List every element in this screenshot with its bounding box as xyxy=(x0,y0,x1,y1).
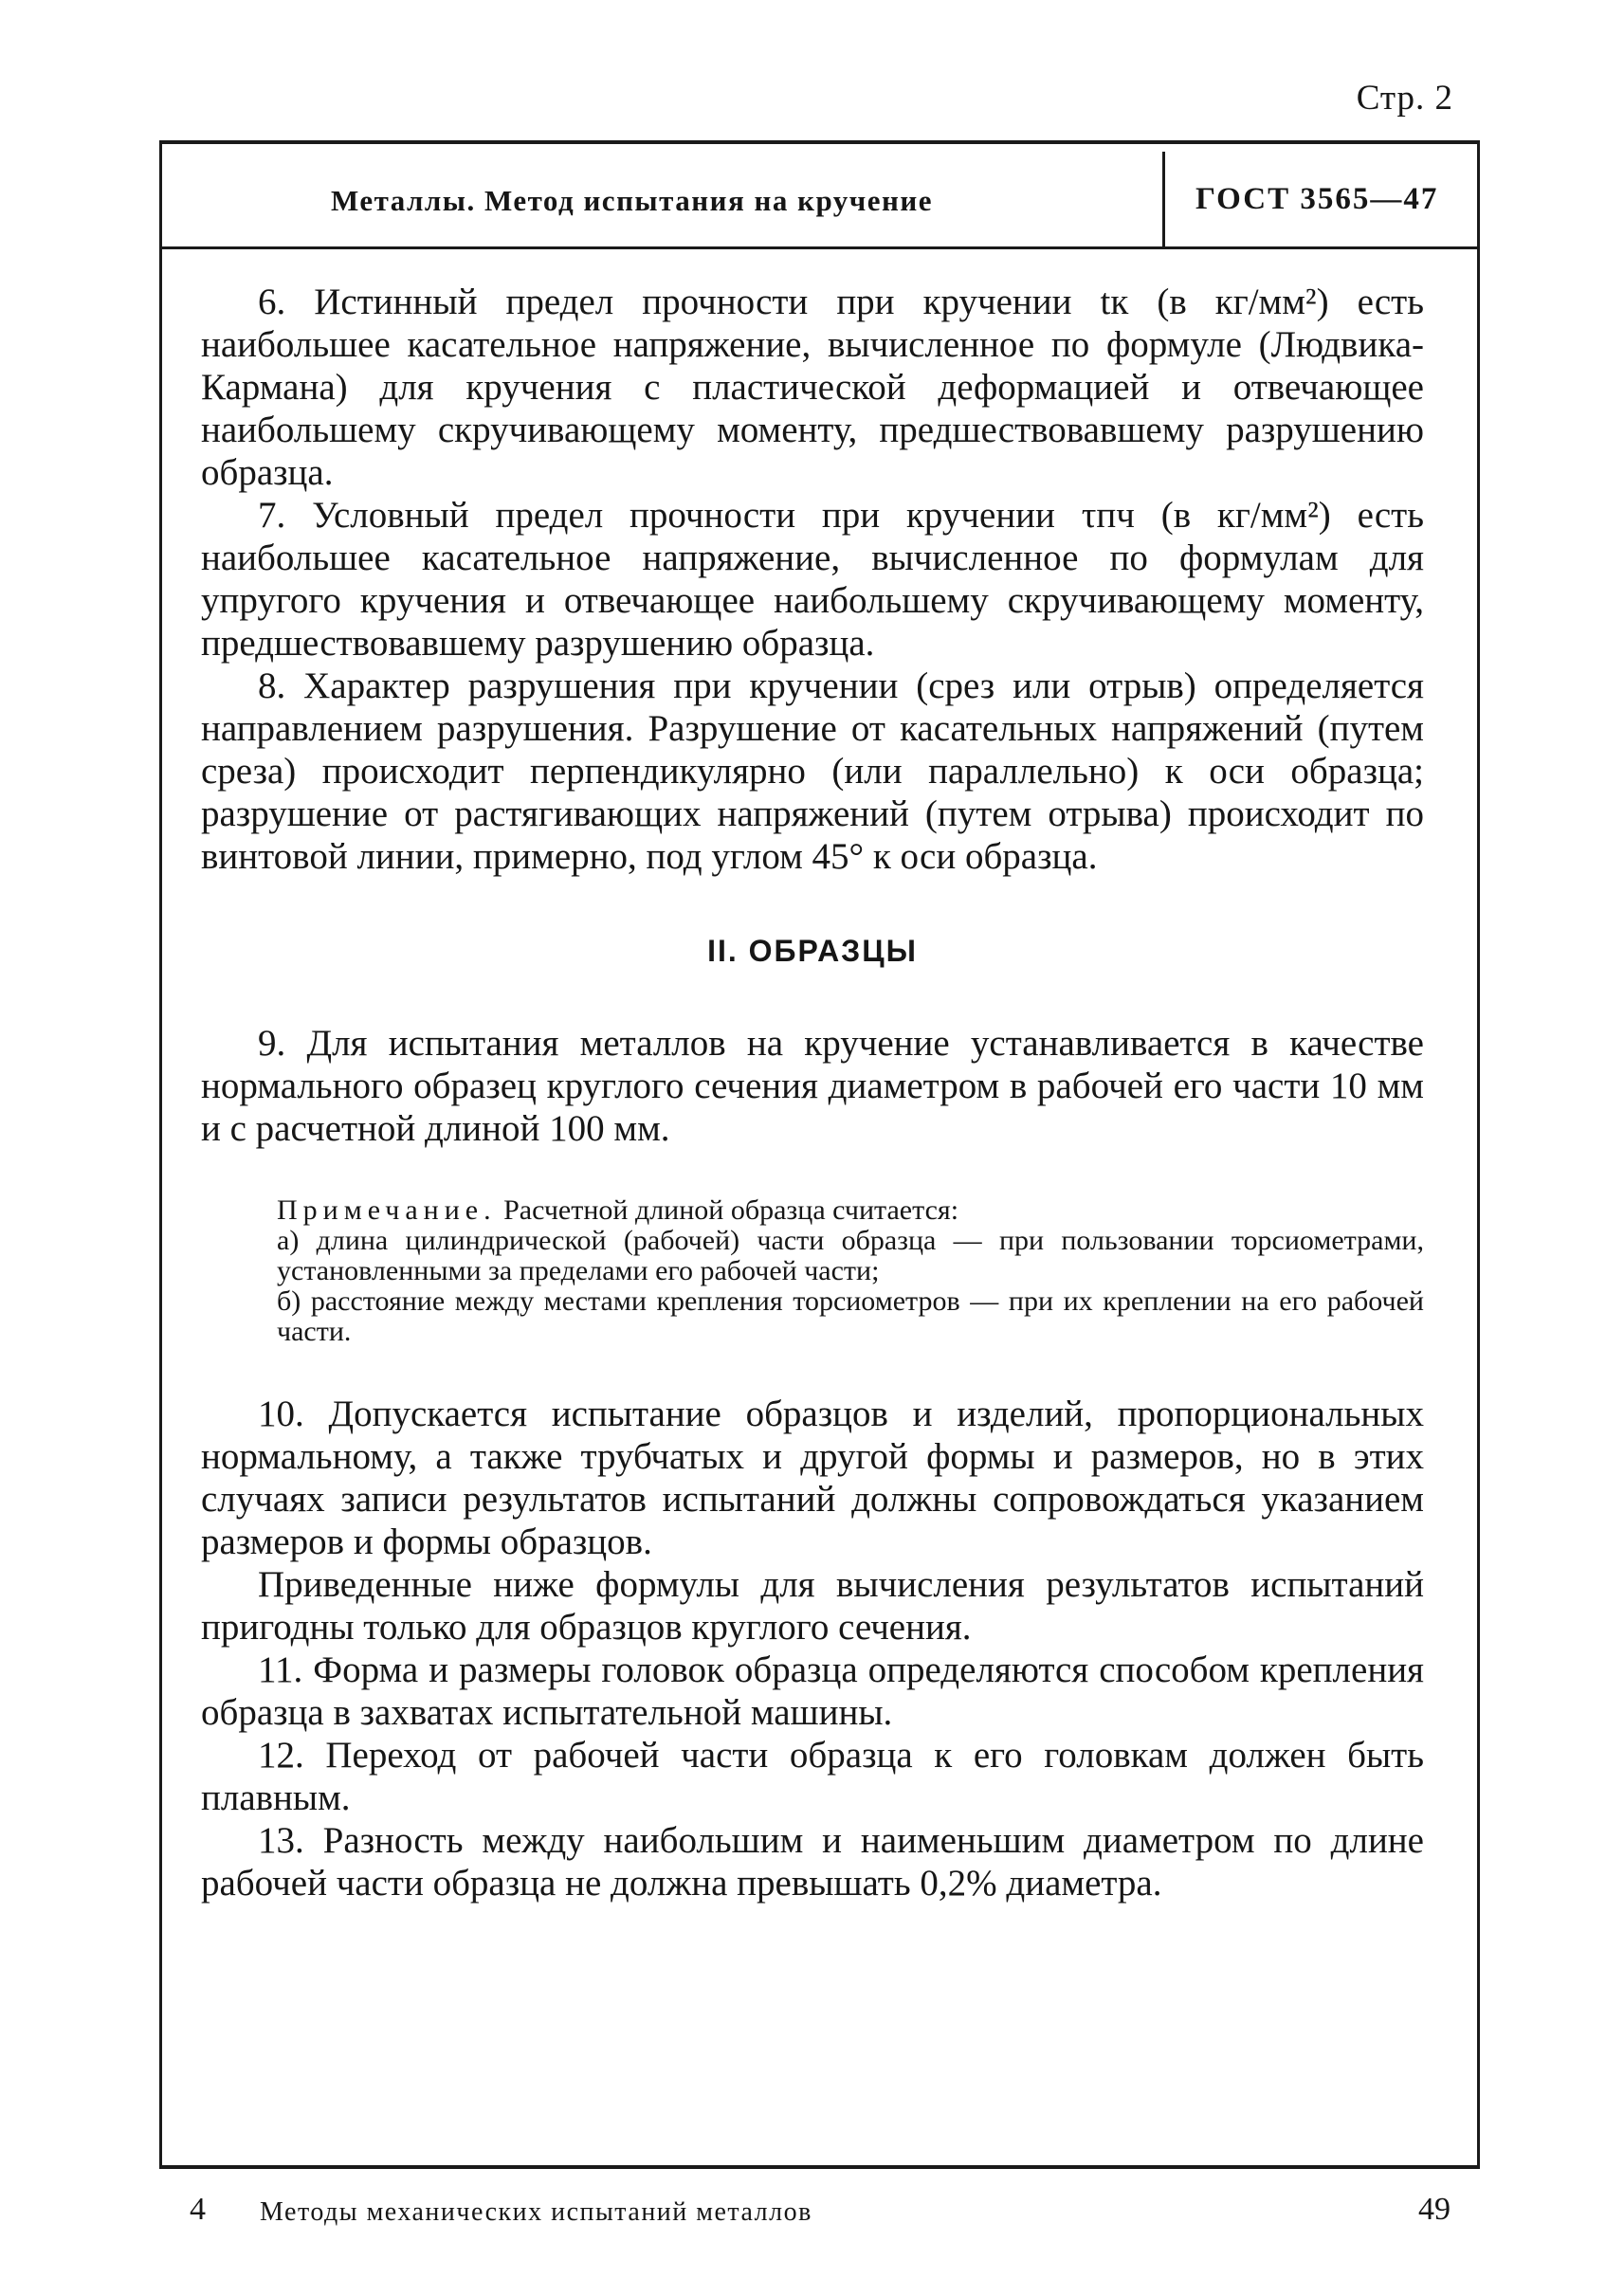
page-label: Стр. 2 xyxy=(1356,79,1453,118)
header-divider xyxy=(1162,152,1165,246)
document-body xyxy=(201,281,1424,1904)
paragraph-9: 9. Для испытания металлов на кручение устанавливается в качестве нормального образец круглого сечения диаметром в рабочей его части 10 мм и с расчетной длиной 100 мм. xyxy=(201,1023,1424,1149)
footer-title: Методы механических испытаний металлов xyxy=(260,2197,812,2227)
paragraph-13: 13. Разность между наибольшим и наименьшим диаметром по длине рабочей части образца не должна превышать 0,2% диаметра. xyxy=(201,1820,1424,1904)
paragraph-10: 10. Допускается испытание образцов и изделий, пропорциональных нормальному, а также трубчатых и другой формы и размеров, но в этих случаях записи результатов испытаний должны сопровождаться указанием размеров и формы образцов. xyxy=(201,1394,1424,1562)
paragraph-7: 7. Условный предел прочности при кручении τпч (в кг/мм²) есть наибольшее касательное напряжение, вычисленное по формулам для упругого кручения и отвечающее наибольшему скручивающему моменту, предшествовавшему разрушению образца. xyxy=(201,495,1424,664)
footer-section-number: 4 xyxy=(190,2192,206,2227)
page-footer xyxy=(190,2192,1451,2239)
note-block xyxy=(277,1195,1424,1347)
section-title: II. ОБРАЗЦЫ xyxy=(707,934,918,968)
footer-page-number: 49 xyxy=(1418,2192,1451,2227)
note-label: Примечание. xyxy=(277,1194,497,1226)
standard-number: ГОСТ 3565—47 xyxy=(1195,182,1439,216)
header-title: Металлы. Метод испытания на кручение xyxy=(331,184,934,217)
document-header xyxy=(162,144,1477,249)
note-item-b: б) расстояние между местами крепления торсиометров — при их креплении на его рабочей части. xyxy=(277,1285,1424,1347)
note-item-a: а) длина цилиндрической (рабочей) части образца — при пользовании торсиометрами, установленными за пределами его рабочей части; xyxy=(277,1225,1424,1286)
paragraph-10b: Приведенные ниже формулы для вычисления результатов испытаний пригодны только для образцов круглого сечения. xyxy=(201,1564,1424,1648)
note-text: Расчетной длиной образца считается: xyxy=(503,1194,959,1226)
paragraph-6: 6. Истинный предел прочности при кручении tк (в кг/мм²) есть наибольшее касательное напряжение, вычисленное по формуле (Людвика-Кармана) для кручения с пластической деформацией и отвечающее наибольшему скручивающему моменту, предшествовавшему разрушению образца. xyxy=(201,282,1424,493)
paragraph-12: 12. Переход от рабочей части образца к его головкам должен быть плавным. xyxy=(201,1735,1424,1818)
paragraph-11: 11. Форма и размеры головок образца определяются способом крепления образца в захватах испытательной машины. xyxy=(201,1649,1424,1733)
paragraph-8: 8. Характер разрушения при кручении (срез или отрыв) определяется направлением разрушения. Разрушение от касательных напряжений (путем среза) происходит перпендикулярно (или параллельно) к оси образца; разрушение от растягивающих напряжений (путем отрыва) происходит по винтовой линии, примерно, под углом 45° к оси образца. xyxy=(201,665,1424,877)
